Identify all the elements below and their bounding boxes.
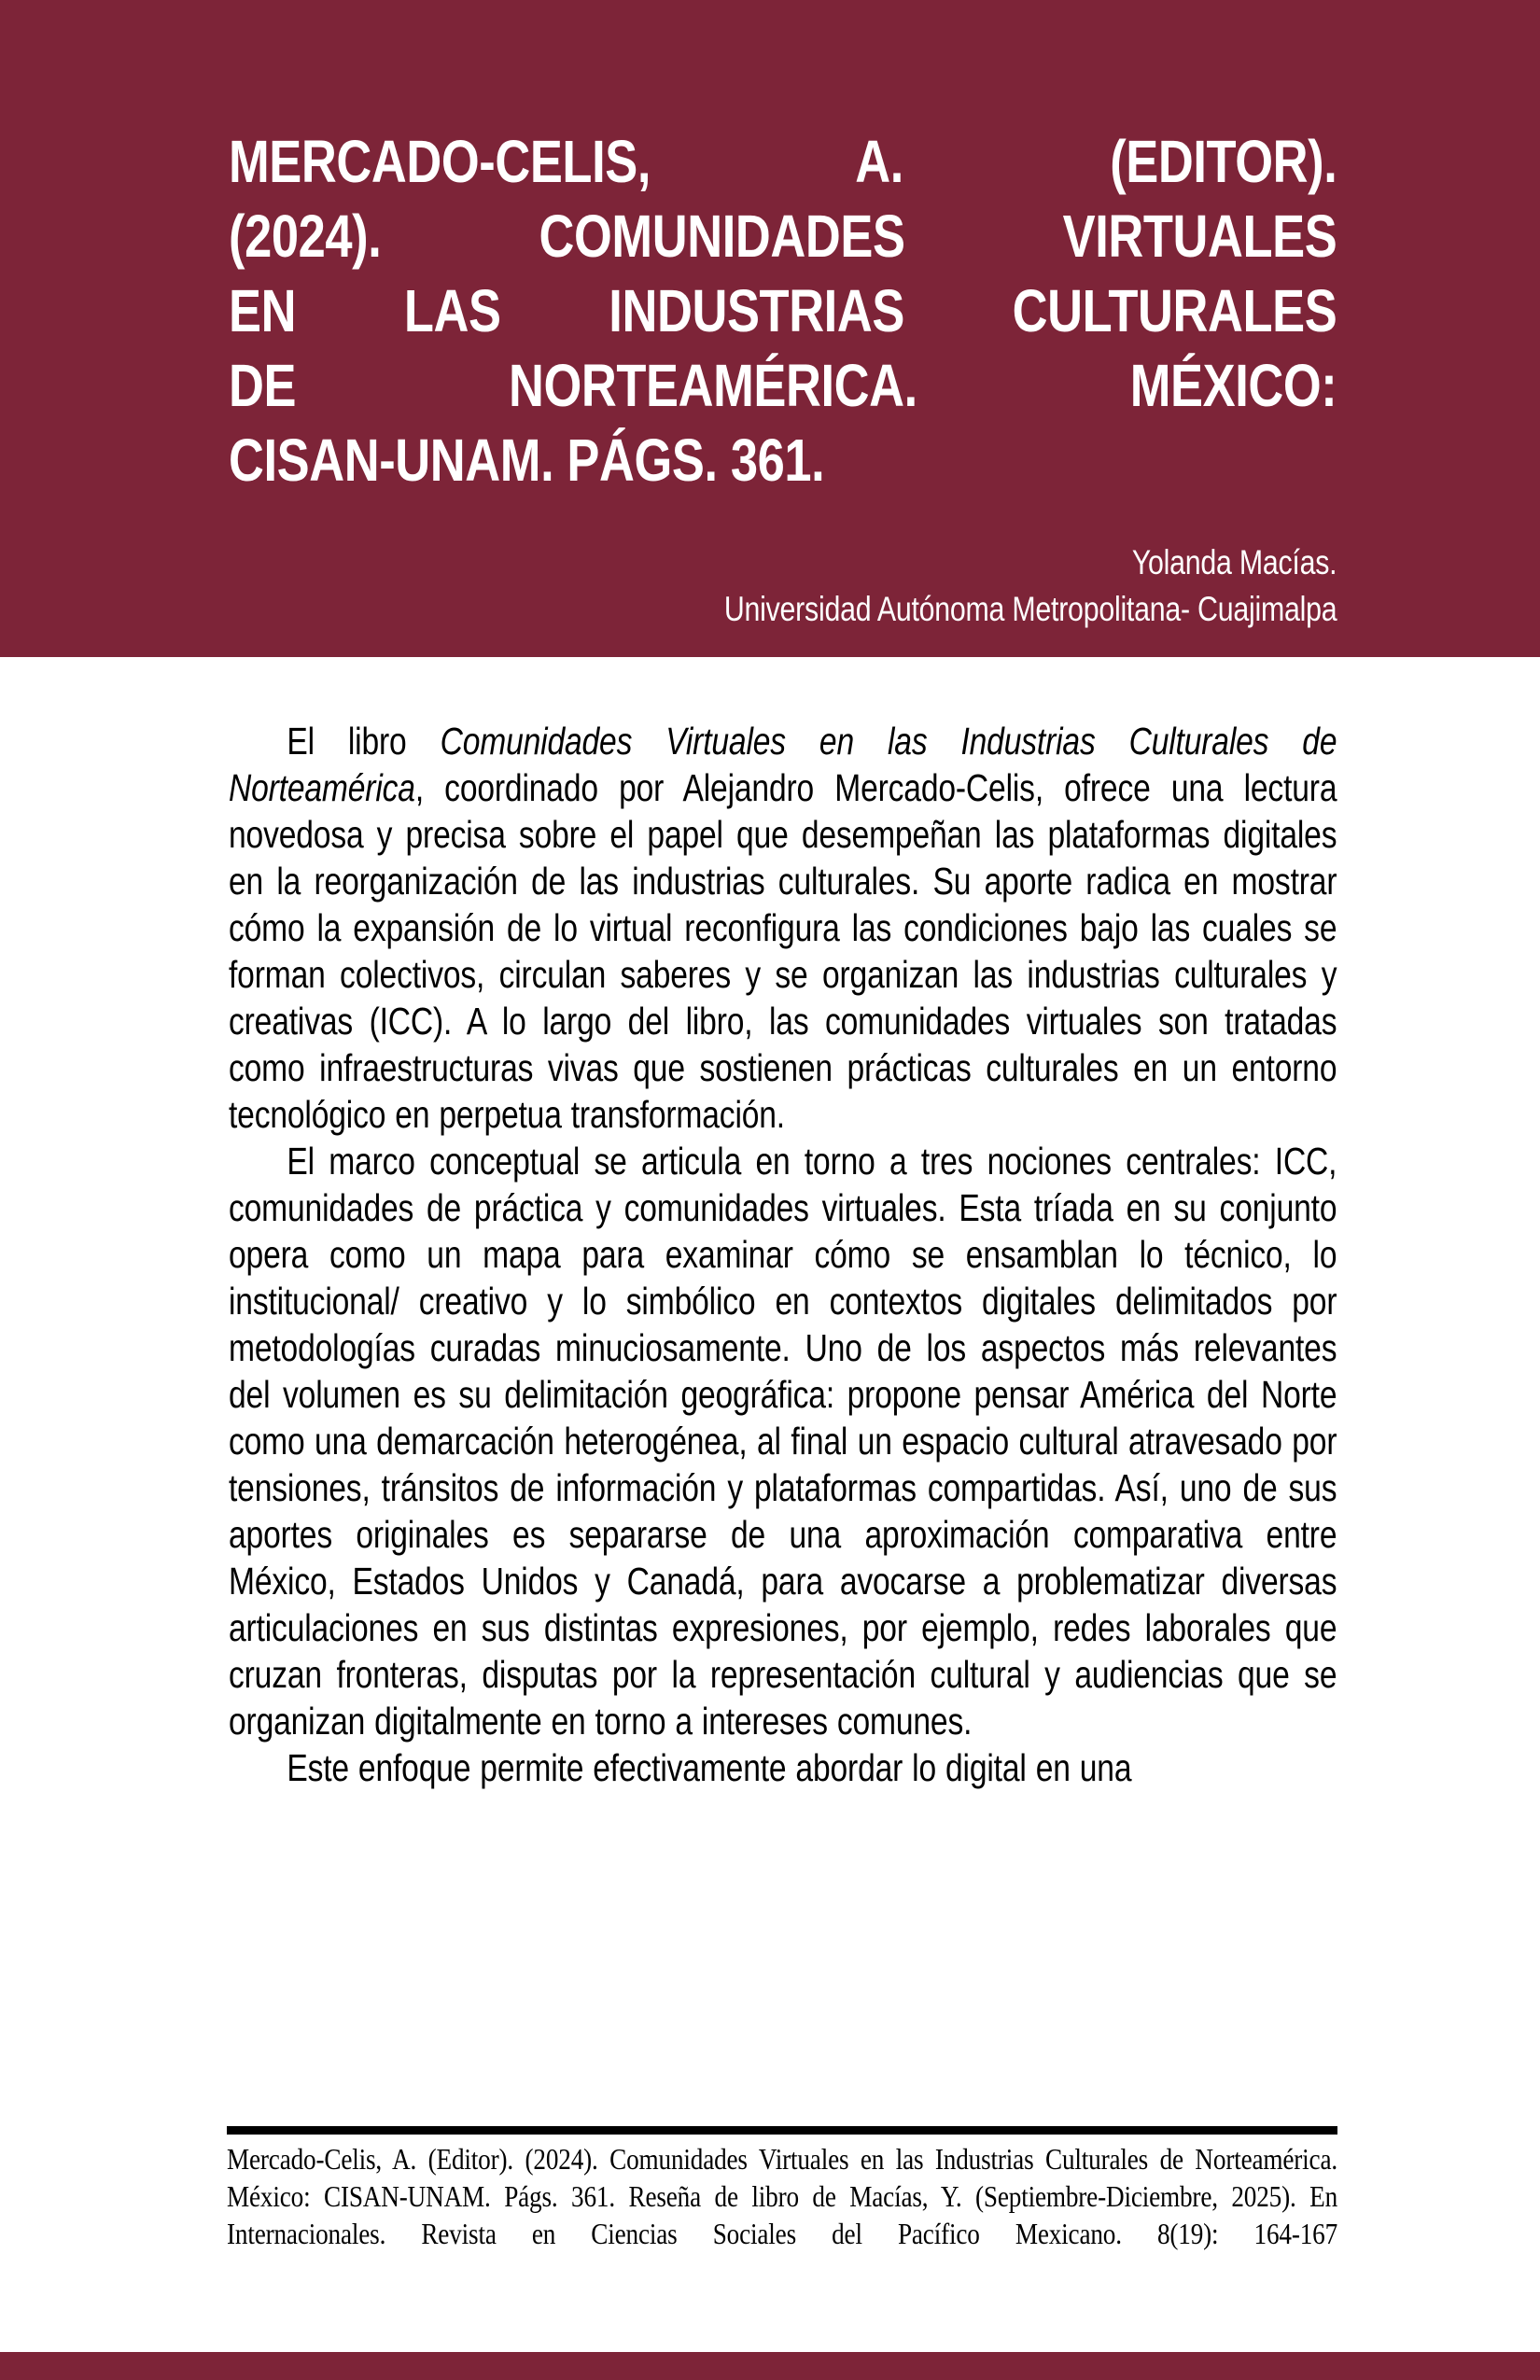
footer-rule: [227, 2126, 1337, 2135]
paragraph-run: , coordinado por Alejandro Mercado-Celis, ofrece una lectura novedosa y precisa sobre el papel que desempeñan las plataformas digitales en la reorganización de las industrias culturales. Su aporte radica en mostrar cómo la expansión de lo virtual reconfigura las condiciones bajo las cuales se forman colectivos, circulan saberes y se organizan las industrias culturales y creativas (ICC). A lo largo del libro, las comunidades virtuales son tratadas como infraestructuras vivas que sostienen prácticas culturales en un entorno tecnológico en perpetua transformación.: [229, 766, 1337, 1136]
paragraph-run: El libro: [287, 720, 441, 763]
body-paragraph: [229, 718, 1337, 1138]
title-line: EN LAS INDUSTRIAS CULTURALES: [229, 277, 1337, 344]
book-title-inline-italic: Comunidades Virtuales en las Industrias Culturales de Norteamérica: [229, 720, 1337, 809]
paragraph-run: El marco conceptual se articula en torno a tres nociones centrales: ICC, comunidades de práctica y comunidades virtuales. Esta tríada en su conjunto opera como un mapa para examinar cómo se ensamblan lo técnico, lo institucional/ creativo y lo simbólico en contextos digitales delimitados por metodologías curadas minuciosamente. Uno de los aspectos más relevantes del volumen es su delimitación geográfica: propone pensar América del Norte como una demarcación heterogénea, al final un espacio cultural atravesado por tensiones, tránsitos de información y plataformas compartidas. Así, uno de sus aportes originales es separarse de una aproximación comparativa entre México, Estados Unidos y Canadá, para avocarse a problematizar diversas articulaciones en sus distintas expresiones, por ejemplo, redes laborales que cruzan fronteras, disputas por la representación cultural y audiencias que se organizan digitalmente en torno a intereses comunes.: [229, 1140, 1337, 1743]
title-line: DE NORTEAMÉRICA. MÉXICO:: [229, 352, 1337, 419]
body-text-column: [229, 718, 1337, 1791]
header-band: [0, 0, 1540, 657]
author-name: Yolanda Macías.: [1131, 543, 1337, 581]
title-line: (2024). COMUNIDADES VIRTUALES: [229, 203, 1337, 270]
title-line: CISAN-UNAM. PÁGS. 361.: [229, 427, 825, 494]
citation-text: Mercado-Celis, A. (Editor). (2024). Comunidades Virtuales en las Industrias Culturales de Norteamérica. México: CISAN-UNAM. Págs. 361. Reseña de libro de Macías, Y. (Septiembre-Diciembre, 2025). En Internacionales. Revista en Ciencias Sociales del Pacífico Mexicano. 8(19): 164-167: [227, 2142, 1337, 2250]
author-affiliation: Universidad Autónoma Metropolitana- Cuajimalpa: [723, 590, 1337, 628]
author-block: [229, 539, 1337, 633]
paragraph-run: Este enfoque permite efectivamente abordar lo digital en una: [287, 1746, 1132, 1789]
body-paragraph: [229, 1138, 1337, 1744]
title-line: MERCADO-CELIS, A. (EDITOR).: [229, 128, 1337, 195]
book-title: [229, 124, 1337, 497]
bottom-band: [0, 2352, 1540, 2380]
body-paragraph: [229, 1744, 1337, 1791]
